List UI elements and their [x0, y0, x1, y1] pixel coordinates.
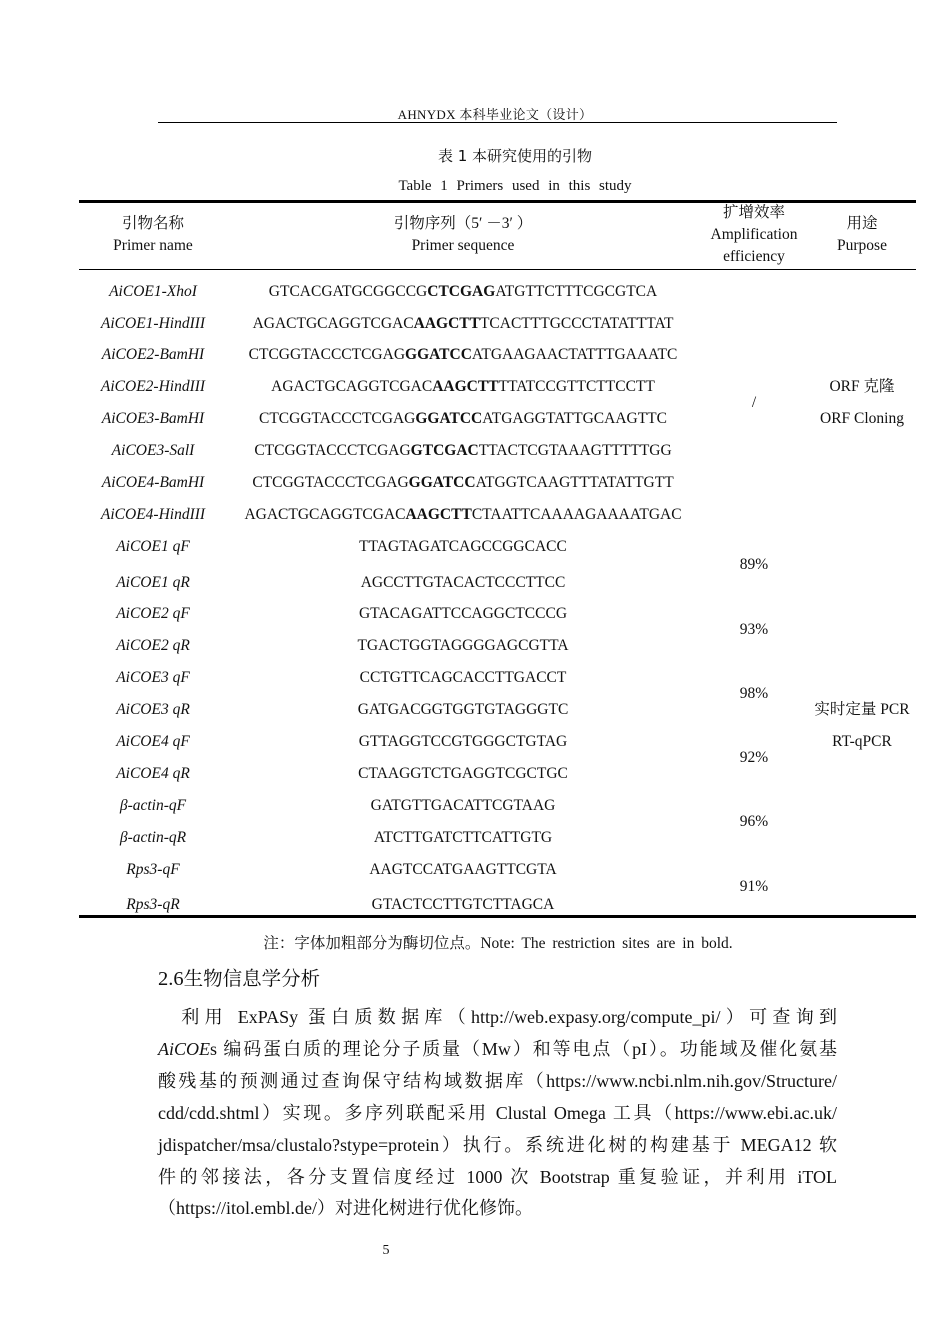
efficiency-cell: 91%: [739, 878, 769, 895]
section-number: 2.6: [158, 968, 184, 990]
primer-sequence: AGCCTTGTACACTCCCTTCC: [360, 574, 566, 591]
purpose-cell-cn: ORF 克隆: [829, 378, 895, 395]
seq-part: CTAATTCAAAAGAAAATGAC: [471, 506, 682, 523]
paragraph-line: jdispatcher/msa/clustalo?stype=protein）执行。系统进化树的构建基于 MEGA12 软: [158, 1135, 837, 1155]
primer-name: AiCOE1 qR: [116, 574, 190, 591]
seq-part: AGACTGCAGGTCGAC: [244, 506, 406, 523]
paragraph-line: 件的邻接法，各分支置信度经过 1000 次 Bootstrap 重复验证，并利用 iTOL: [158, 1167, 837, 1187]
table-header-rule: [79, 269, 916, 270]
paragraph-line: 利用 ExPASy 蛋白质数据库（http://web.expasy.org/compute_pi/）可查询到: [158, 1007, 837, 1027]
seq-part: CTCGGTACCCTCGAG: [252, 474, 409, 491]
section-heading: [158, 963, 320, 991]
restriction-site: GGATCC: [408, 474, 476, 491]
primer-name: AiCOE1-HindIII: [100, 315, 206, 332]
primer-sequence: [226, 282, 700, 302]
seq-part: ATGAAGAACTATTTGAAATC: [471, 346, 678, 363]
primer-sequence: ATCTTGATCTTCATTGTG: [373, 829, 553, 846]
paragraph-line-text: 编码蛋白质的理论分子质量（Mw）和等电点（pI）。功能域及催化氨基: [223, 1039, 837, 1059]
primer-name: AiCOE4 qF: [116, 733, 190, 750]
primer-name: Rps3-qR: [126, 896, 180, 913]
primer-sequence: [226, 441, 700, 461]
col-header-en: Purpose: [837, 237, 887, 254]
col-header-en: efficiency: [723, 248, 785, 265]
table-caption-cn: 表 1 本研究使用的引物: [437, 147, 593, 165]
primer-name: AiCOE4-BamHI: [101, 474, 205, 491]
primer-sequence: GTACAGATTCCAGGCTCCCG: [358, 605, 568, 622]
section-title: 生物信息学分析: [183, 967, 321, 990]
restriction-site: AAGCTT: [432, 378, 499, 395]
restriction-site: GGATCC: [415, 410, 483, 427]
primer-sequence: GATGACGGTGGTGTAGGGTC: [357, 701, 569, 718]
restriction-site: GTCGAC: [410, 442, 479, 459]
restriction-site: AAGCTT: [413, 315, 480, 332]
col-header-en: Primer name: [113, 237, 193, 254]
primer-sequence: [226, 345, 700, 365]
purpose-cell-en: ORF Cloning: [820, 410, 904, 427]
col-header-cn: 用途: [846, 215, 878, 232]
primer-sequence: CCTGTTCAGCACCTTGACCT: [359, 669, 567, 686]
seq-part: TCACTTTGCCCTATATTTAT: [479, 315, 674, 332]
restriction-site: GGATCC: [405, 346, 472, 363]
primer-name: AiCOE3 qF: [116, 669, 190, 686]
primer-name: AiCOE2-BamHI: [101, 346, 205, 363]
primer-name: AiCOE1-XhoI: [109, 283, 197, 300]
col-header-efficiency: [700, 202, 808, 268]
seq-part: ATGGTCAAGTTTATATTGTT: [475, 474, 674, 491]
col-header-primer-name: [78, 213, 228, 257]
page-header: AHNYDX 本科毕业论文（设计）: [397, 107, 593, 122]
efficiency-cell: /: [751, 394, 757, 411]
primer-name: β-actin-qR: [119, 829, 187, 846]
seq-part: CTCGGTACCCTCGAG: [254, 442, 411, 459]
paragraph-line: （https://itol.embl.de/）对进化树进行优化修饰。: [158, 1198, 533, 1218]
seq-part: AGACTGCAGGTCGAC: [252, 315, 414, 332]
purpose-cell-cn: 实时定量 PCR: [814, 701, 910, 718]
primer-name: AiCOE2-HindIII: [100, 378, 206, 395]
primer-sequence: [226, 473, 700, 493]
primer-sequence: [226, 409, 700, 429]
page-number: 5: [382, 1243, 390, 1258]
efficiency-cell: 89%: [739, 556, 769, 573]
col-header-cn: 扩增效率: [722, 204, 785, 221]
gene-name: AiCOE: [158, 1039, 210, 1059]
col-header-en: Amplification: [710, 226, 798, 243]
primer-name: AiCOE3-BamHI: [101, 410, 205, 427]
purpose-cell-en: RT-qPCR: [832, 733, 892, 750]
table-caption-en: Table 1 Primers used in this study: [398, 178, 632, 194]
efficiency-cell: 96%: [739, 813, 769, 830]
col-header-en: Primer sequence: [411, 237, 515, 254]
primer-name: AiCOE3-SalI: [111, 442, 195, 459]
primer-name: AiCOE2 qF: [116, 605, 190, 622]
seq-part: TTATCCGTTCTTCCTT: [498, 378, 655, 395]
col-header-cn: 引物名称: [121, 215, 184, 232]
primer-sequence: [226, 505, 700, 525]
primer-sequence: TGACTGGTAGGGGAGCGTTA: [357, 637, 569, 654]
primer-sequence: CTAAGGTCTGAGGTCGCTGC: [358, 765, 568, 782]
efficiency-cell: 93%: [739, 621, 769, 638]
primer-name: AiCOE1 qF: [116, 538, 190, 555]
col-header-primer-sequence: [226, 213, 700, 257]
seq-part: AGACTGCAGGTCGAC: [271, 378, 433, 395]
primer-sequence: AAGTCCATGAAGTTCGTA: [369, 861, 557, 878]
primer-name: AiCOE2 qR: [116, 637, 190, 654]
restriction-site: CTCGAG: [427, 283, 496, 300]
restriction-site: AAGCTT: [405, 506, 472, 523]
paragraph-line: [158, 1039, 837, 1059]
table-bottom-rule: [79, 915, 916, 918]
seq-part: TTACTCGTAAAGTTTTTGG: [478, 442, 672, 459]
primer-sequence: [226, 377, 700, 397]
gene-suffix: s: [210, 1039, 218, 1059]
table-note: 注：字体加粗部分为酶切位点。Note: The restriction sites are in bold.: [263, 935, 733, 952]
seq-part: GTCACGATGCGGCCG: [268, 283, 428, 300]
primer-name: β-actin-qF: [119, 797, 187, 814]
header-rule: [158, 122, 837, 123]
primer-sequence: [226, 314, 700, 334]
primer-sequence: TTAGTAGATCAGCCGGCACC: [359, 538, 567, 555]
seq-part: ATGAGGTATTGCAAGTTC: [482, 410, 667, 427]
paragraph-line: cdd/cdd.shtml）实现。多序列联配采用 Clustal Omega 工具（https://www.ebi.ac.uk/: [158, 1103, 837, 1123]
seq-part: ATGTTCTTTCGCGTCA: [495, 283, 658, 300]
primer-name: AiCOE4 qR: [116, 765, 190, 782]
primer-name: AiCOE3 qR: [116, 701, 190, 718]
col-header-purpose: [806, 213, 918, 257]
primer-name: Rps3-qF: [126, 861, 180, 878]
primer-sequence: GTACTCCTTGTCTTAGCA: [371, 896, 555, 913]
primer-name: AiCOE4-HindIII: [100, 506, 206, 523]
paragraph-line: 酸残基的预测通过查询保守结构域数据库（https://www.ncbi.nlm.nih.gov/Structure/: [158, 1071, 837, 1091]
col-header-cn: 引物序列（5′ －3′ ）: [393, 215, 533, 232]
efficiency-cell: 98%: [739, 685, 769, 702]
seq-part: CTCGGTACCCTCGAG: [248, 346, 406, 363]
seq-part: CTCGGTACCCTCGAG: [259, 410, 416, 427]
primer-sequence: GATGTTGACATTCGTAAG: [370, 797, 556, 814]
primer-sequence: GTTAGGTCCGTGGGCTGTAG: [358, 733, 568, 750]
efficiency-cell: 92%: [739, 749, 769, 766]
